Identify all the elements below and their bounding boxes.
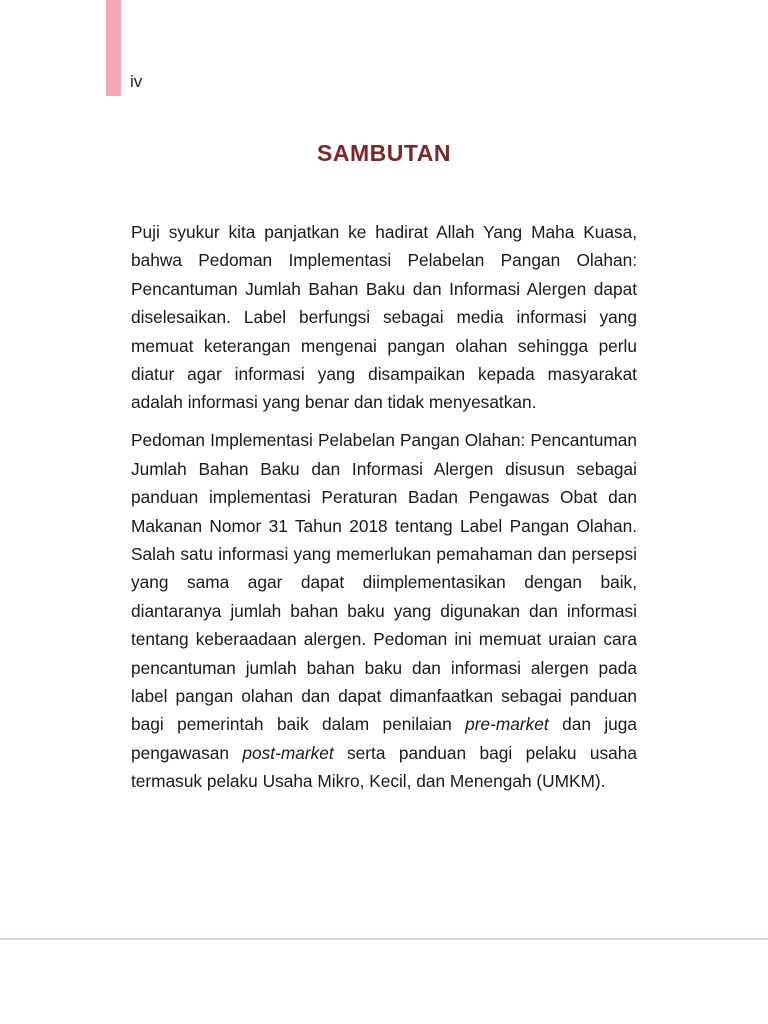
- foreword-body: [131, 218, 637, 805]
- pink-side-bar: [106, 0, 121, 96]
- page-title: SAMBUTAN: [317, 140, 451, 166]
- bottom-divider: [0, 938, 768, 940]
- italic-term-pre-market: pre-market: [465, 714, 549, 735]
- page-number: iv: [130, 72, 143, 91]
- paragraph-2-part-1: Pedoman Implementasi Pelabelan Pangan Olahan: Pencantuman Jumlah Bahan Baku dan Informasi Alergen disusun sebagai panduan implementasi Peraturan Badan Pengawas Obat dan Makanan Nomor 31 Tahun 2018 tentang Label Pangan Olahan. Salah satu informasi yang memerlukan pemahaman dan persepsi yang sama agar dapat diimplementasikan dengan baik, diantaranya jumlah bahan baku yang digunakan dan informasi tentang keberaadaan alergen. Pedoman ini memuat uraian cara pencantuman jumlah bahan baku dan informasi alergen pada label pangan olahan dan dapat dimanfaatkan sebagai panduan bagi pemerintah baik dalam penilaian: [131, 430, 637, 735]
- paragraph-2: [131, 426, 637, 795]
- paragraph-2-part-2: dan juga pengawasan: [131, 714, 638, 763]
- italic-term-post-market: post-market: [242, 742, 334, 763]
- paragraph-2-part-3: serta panduan bagi pelaku usaha termasuk pelaku Usaha Mikro, Kecil, dan Menengah (UMKM).: [131, 742, 637, 792]
- paragraph-1: Puji syukur kita panjatkan ke hadirat Allah Yang Maha Kuasa, bahwa Pedoman Implementasi Pelabelan Pangan Olahan: Pencantuman Jumlah Bahan Baku dan Informasi Alergen dapat diselesaikan. Label berfungsi sebagai media informasi yang memuat keterangan mengenai pangan olahan sehingga perlu diatur agar informasi yang disampaikan kepada masyarakat adalah informasi yang benar dan tidak menyesatkan.: [131, 222, 637, 413]
